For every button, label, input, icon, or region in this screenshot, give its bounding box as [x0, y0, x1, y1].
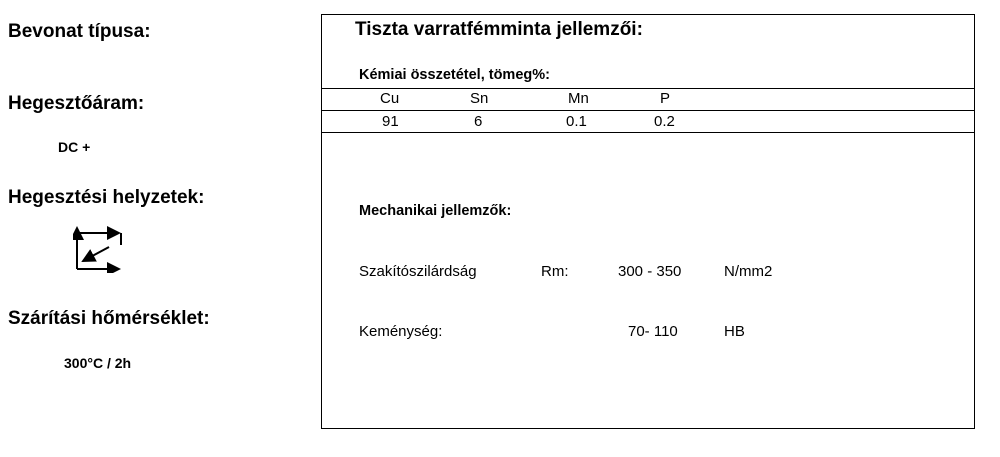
value-mn: 0.1	[566, 113, 587, 130]
table-bottom-line	[321, 132, 975, 133]
element-mn: Mn	[568, 90, 589, 107]
welding-current-label: Hegesztőáram:	[8, 93, 145, 114]
welding-current-value: DC +	[58, 139, 91, 155]
welding-positions-label: Hegesztési helyzetek:	[8, 187, 205, 208]
drying-temperature-label: Szárítási hőmérséklet:	[8, 308, 210, 329]
welding-positions-icon	[73, 221, 125, 273]
value-p: 0.2	[654, 113, 675, 130]
value-sn: 6	[474, 113, 483, 130]
element-sn: Sn	[470, 90, 489, 107]
table-middle-line	[321, 110, 975, 111]
panel-title: Tiszta varratfémminta jellemzői:	[355, 19, 643, 40]
drying-temperature-value: 300°C / 2h	[64, 355, 132, 371]
element-p: P	[660, 90, 671, 107]
element-cu: Cu	[380, 90, 400, 107]
tensile-strength-symbol: Rm:	[541, 263, 569, 280]
tensile-strength-label: Szakítószilárdság	[359, 263, 477, 280]
coating-type-label: Bevonat típusa:	[8, 21, 151, 42]
value-cu: 91	[382, 113, 399, 130]
hardness-unit: HB	[724, 323, 745, 340]
hardness-value: 70- 110	[628, 323, 678, 340]
hardness-label: Keménység:	[359, 323, 443, 340]
tensile-strength-value: 300 - 350	[618, 263, 682, 280]
table-top-line	[321, 88, 975, 89]
chemical-composition-title: Kémiai összetétel, tömeg%:	[359, 67, 550, 83]
mechanical-properties-title: Mechanikai jellemzők:	[359, 203, 512, 219]
tensile-strength-unit: N/mm2	[724, 263, 773, 280]
